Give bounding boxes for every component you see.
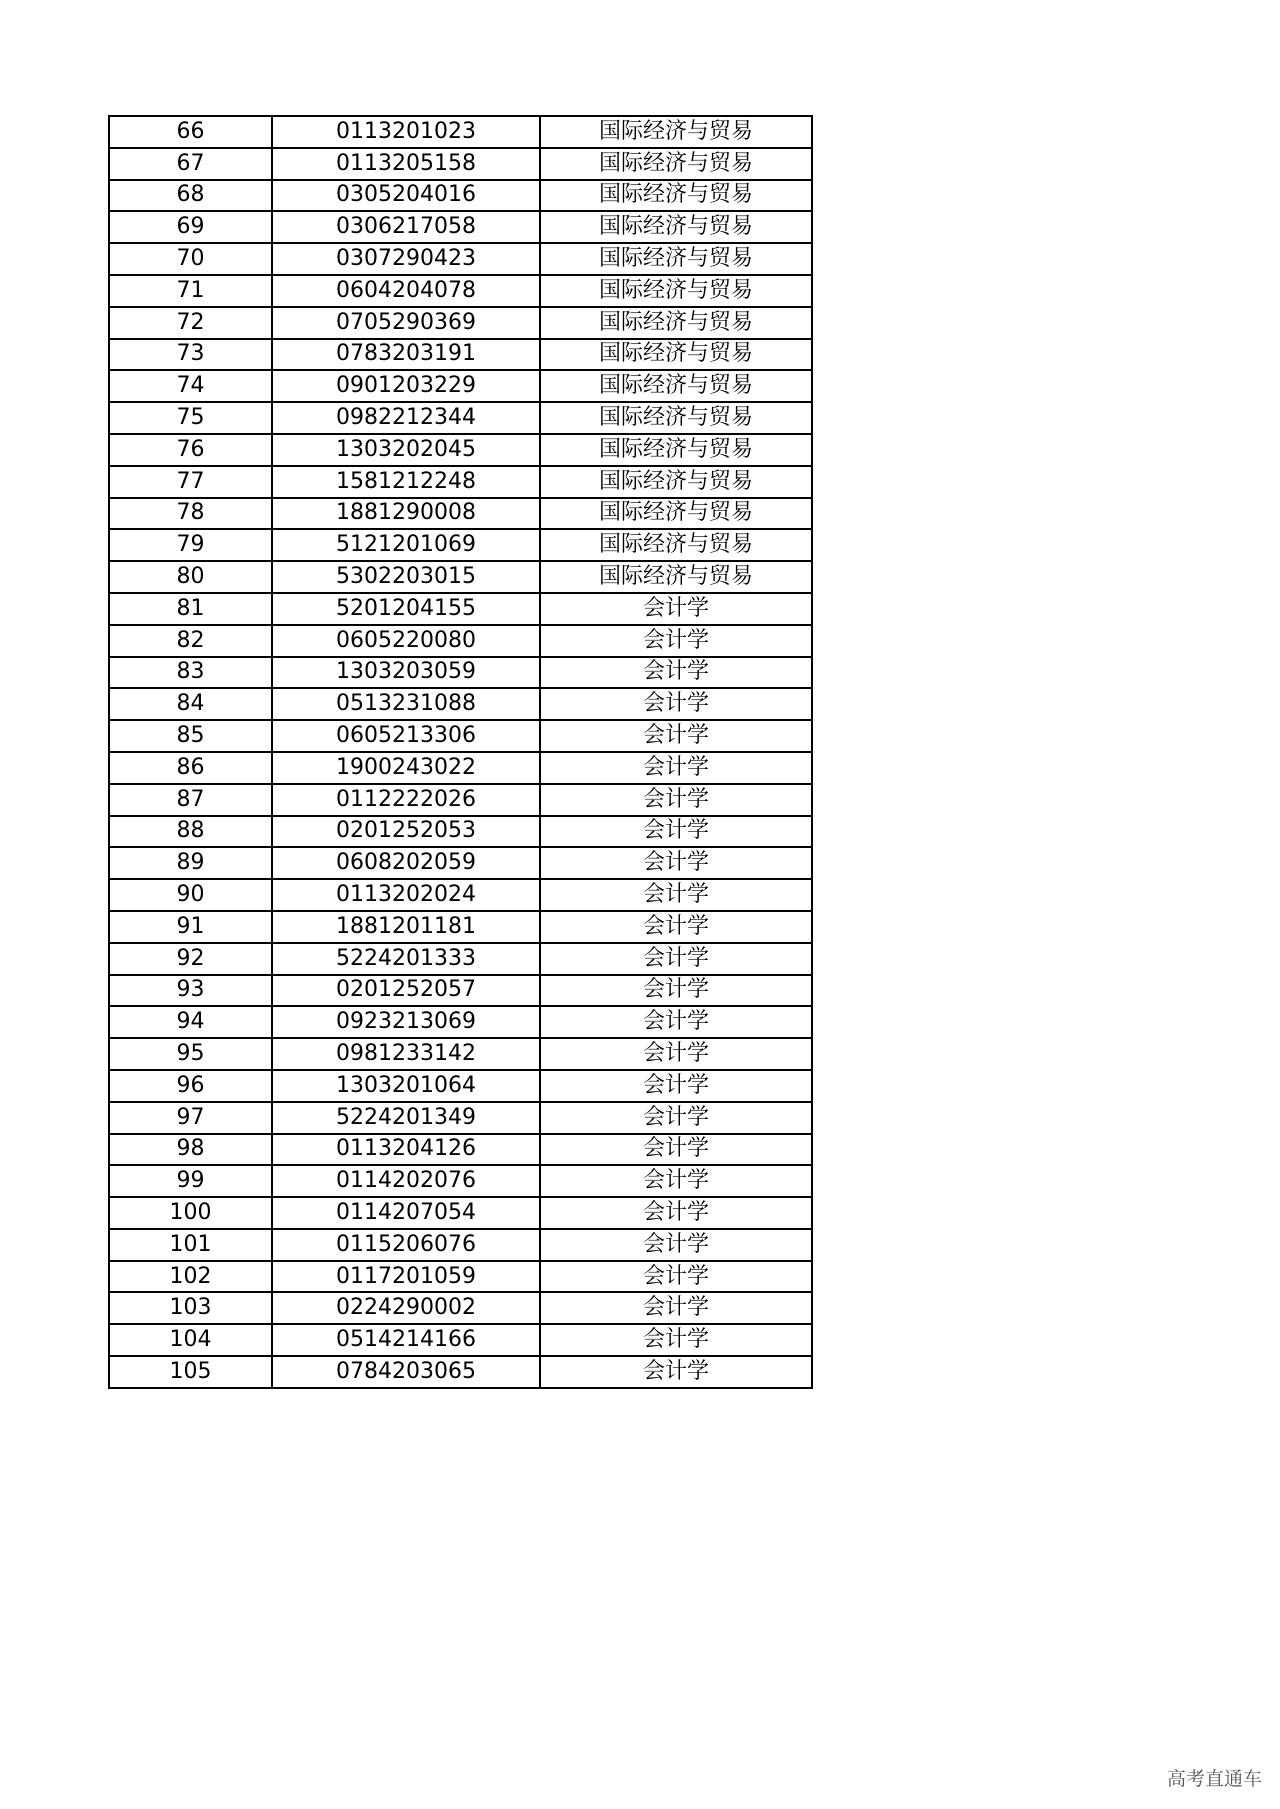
row-number-cell: 95 xyxy=(109,1038,272,1070)
table-row xyxy=(109,1006,812,1038)
candidate-id-cell: 0201252057 xyxy=(272,975,540,1007)
candidate-id-cell: 1303203059 xyxy=(272,657,540,689)
major-cell: 会计学 xyxy=(540,1292,812,1324)
row-number-cell: 76 xyxy=(109,434,272,466)
table-row xyxy=(109,847,812,879)
row-number-cell: 88 xyxy=(109,816,272,848)
major-cell: 会计学 xyxy=(540,1006,812,1038)
table-row xyxy=(109,1261,812,1293)
major-cell: 会计学 xyxy=(540,1197,812,1229)
table-row xyxy=(109,1197,812,1229)
major-cell: 会计学 xyxy=(540,879,812,911)
table-row xyxy=(109,1356,812,1388)
table-row xyxy=(109,402,812,434)
major-cell: 会计学 xyxy=(540,1229,812,1261)
row-number-cell: 90 xyxy=(109,879,272,911)
candidate-id-cell: 0981233142 xyxy=(272,1038,540,1070)
major-cell: 会计学 xyxy=(540,816,812,848)
major-cell: 国际经济与贸易 xyxy=(540,402,812,434)
table-row xyxy=(109,752,812,784)
table-row xyxy=(109,816,812,848)
major-cell: 国际经济与贸易 xyxy=(540,148,812,180)
row-number-cell: 100 xyxy=(109,1197,272,1229)
row-number-cell: 85 xyxy=(109,720,272,752)
candidate-id-cell: 0113201023 xyxy=(272,116,540,148)
candidate-id-cell: 5224201349 xyxy=(272,1102,540,1134)
table-row xyxy=(109,784,812,816)
table-row xyxy=(109,879,812,911)
table-row xyxy=(109,370,812,402)
candidate-id-cell: 0114202076 xyxy=(272,1165,540,1197)
candidate-id-cell: 0307290423 xyxy=(272,243,540,275)
candidate-id-cell: 0224290002 xyxy=(272,1292,540,1324)
row-number-cell: 102 xyxy=(109,1261,272,1293)
row-number-cell: 92 xyxy=(109,943,272,975)
row-number-cell: 91 xyxy=(109,911,272,943)
major-cell: 国际经济与贸易 xyxy=(540,370,812,402)
table-row xyxy=(109,1292,812,1324)
table-row xyxy=(109,1038,812,1070)
row-number-cell: 93 xyxy=(109,975,272,1007)
table-row xyxy=(109,498,812,530)
row-number-cell: 98 xyxy=(109,1134,272,1166)
admission-table xyxy=(108,115,813,1389)
table-row xyxy=(109,688,812,720)
candidate-id-cell: 0113204126 xyxy=(272,1134,540,1166)
candidate-id-cell: 0604204078 xyxy=(272,275,540,307)
major-cell: 会计学 xyxy=(540,657,812,689)
candidate-id-cell: 0901203229 xyxy=(272,370,540,402)
major-cell: 会计学 xyxy=(540,625,812,657)
table-row xyxy=(109,307,812,339)
candidate-id-cell: 0605220080 xyxy=(272,625,540,657)
major-cell: 国际经济与贸易 xyxy=(540,466,812,498)
table-row xyxy=(109,1102,812,1134)
candidate-id-cell: 1881201181 xyxy=(272,911,540,943)
candidate-id-cell: 0305204016 xyxy=(272,180,540,212)
row-number-cell: 81 xyxy=(109,593,272,625)
table-row xyxy=(109,529,812,561)
table-row xyxy=(109,339,812,371)
row-number-cell: 73 xyxy=(109,339,272,371)
candidate-id-cell: 1900243022 xyxy=(272,752,540,784)
row-number-cell: 104 xyxy=(109,1324,272,1356)
row-number-cell: 72 xyxy=(109,307,272,339)
major-cell: 会计学 xyxy=(540,1070,812,1102)
candidate-id-cell: 0784203065 xyxy=(272,1356,540,1388)
major-cell: 会计学 xyxy=(540,847,812,879)
candidate-id-cell: 1303202045 xyxy=(272,434,540,466)
row-number-cell: 86 xyxy=(109,752,272,784)
major-cell: 会计学 xyxy=(540,1134,812,1166)
table-row xyxy=(109,561,812,593)
major-cell: 会计学 xyxy=(540,593,812,625)
major-cell: 国际经济与贸易 xyxy=(540,275,812,307)
candidate-id-cell: 0114207054 xyxy=(272,1197,540,1229)
row-number-cell: 96 xyxy=(109,1070,272,1102)
table-row xyxy=(109,466,812,498)
table-row xyxy=(109,943,812,975)
major-cell: 会计学 xyxy=(540,943,812,975)
table-row xyxy=(109,434,812,466)
candidate-id-cell: 0513231088 xyxy=(272,688,540,720)
row-number-cell: 94 xyxy=(109,1006,272,1038)
row-number-cell: 79 xyxy=(109,529,272,561)
row-number-cell: 70 xyxy=(109,243,272,275)
table-row xyxy=(109,593,812,625)
major-cell: 国际经济与贸易 xyxy=(540,116,812,148)
candidate-id-cell: 0982212344 xyxy=(272,402,540,434)
table-row xyxy=(109,911,812,943)
major-cell: 会计学 xyxy=(540,720,812,752)
row-number-cell: 89 xyxy=(109,847,272,879)
major-cell: 会计学 xyxy=(540,784,812,816)
candidate-id-cell: 0783203191 xyxy=(272,339,540,371)
candidate-id-cell: 0514214166 xyxy=(272,1324,540,1356)
row-number-cell: 84 xyxy=(109,688,272,720)
major-cell: 国际经济与贸易 xyxy=(540,307,812,339)
major-cell: 会计学 xyxy=(540,752,812,784)
table-row xyxy=(109,625,812,657)
table-row xyxy=(109,275,812,307)
major-cell: 会计学 xyxy=(540,688,812,720)
candidate-id-cell: 0112222026 xyxy=(272,784,540,816)
major-cell: 国际经济与贸易 xyxy=(540,211,812,243)
candidate-id-cell: 1303201064 xyxy=(272,1070,540,1102)
candidate-id-cell: 0605213306 xyxy=(272,720,540,752)
table-row xyxy=(109,720,812,752)
row-number-cell: 105 xyxy=(109,1356,272,1388)
candidate-id-cell: 0923213069 xyxy=(272,1006,540,1038)
row-number-cell: 103 xyxy=(109,1292,272,1324)
major-cell: 会计学 xyxy=(540,975,812,1007)
major-cell: 会计学 xyxy=(540,1356,812,1388)
table-row xyxy=(109,1070,812,1102)
candidate-id-cell: 0705290369 xyxy=(272,307,540,339)
candidate-id-cell: 0113202024 xyxy=(272,879,540,911)
row-number-cell: 87 xyxy=(109,784,272,816)
candidate-id-cell: 1881290008 xyxy=(272,498,540,530)
major-cell: 国际经济与贸易 xyxy=(540,339,812,371)
major-cell: 国际经济与贸易 xyxy=(540,561,812,593)
table-row xyxy=(109,1134,812,1166)
candidate-id-cell: 5224201333 xyxy=(272,943,540,975)
table-row xyxy=(109,657,812,689)
major-cell: 国际经济与贸易 xyxy=(540,180,812,212)
row-number-cell: 101 xyxy=(109,1229,272,1261)
major-cell: 会计学 xyxy=(540,1038,812,1070)
table-row xyxy=(109,1324,812,1356)
major-cell: 国际经济与贸易 xyxy=(540,498,812,530)
row-number-cell: 77 xyxy=(109,466,272,498)
candidate-id-cell: 0115206076 xyxy=(272,1229,540,1261)
row-number-cell: 74 xyxy=(109,370,272,402)
table-row xyxy=(109,1229,812,1261)
major-cell: 会计学 xyxy=(540,1165,812,1197)
candidate-id-cell: 0117201059 xyxy=(272,1261,540,1293)
row-number-cell: 75 xyxy=(109,402,272,434)
candidate-id-cell: 1581212248 xyxy=(272,466,540,498)
row-number-cell: 66 xyxy=(109,116,272,148)
candidate-id-cell: 5302203015 xyxy=(272,561,540,593)
row-number-cell: 99 xyxy=(109,1165,272,1197)
row-number-cell: 97 xyxy=(109,1102,272,1134)
table-row xyxy=(109,180,812,212)
major-cell: 国际经济与贸易 xyxy=(540,434,812,466)
major-cell: 国际经济与贸易 xyxy=(540,529,812,561)
table-row xyxy=(109,1165,812,1197)
row-number-cell: 69 xyxy=(109,211,272,243)
candidate-id-cell: 0201252053 xyxy=(272,816,540,848)
major-cell: 会计学 xyxy=(540,1102,812,1134)
row-number-cell: 71 xyxy=(109,275,272,307)
table-row xyxy=(109,116,812,148)
table-row xyxy=(109,211,812,243)
row-number-cell: 82 xyxy=(109,625,272,657)
candidate-id-cell: 0608202059 xyxy=(272,847,540,879)
major-cell: 国际经济与贸易 xyxy=(540,243,812,275)
candidate-id-cell: 0113205158 xyxy=(272,148,540,180)
row-number-cell: 78 xyxy=(109,498,272,530)
candidate-id-cell: 5201204155 xyxy=(272,593,540,625)
candidate-id-cell: 0306217058 xyxy=(272,211,540,243)
row-number-cell: 80 xyxy=(109,561,272,593)
table-row xyxy=(109,148,812,180)
major-cell: 会计学 xyxy=(540,1324,812,1356)
major-cell: 会计学 xyxy=(540,911,812,943)
watermark-text: 高考直通车 xyxy=(1166,1768,1262,1790)
row-number-cell: 83 xyxy=(109,657,272,689)
major-cell: 会计学 xyxy=(540,1261,812,1293)
candidate-id-cell: 5121201069 xyxy=(272,529,540,561)
row-number-cell: 67 xyxy=(109,148,272,180)
table-row xyxy=(109,243,812,275)
table-row xyxy=(109,975,812,1007)
admission-table-body xyxy=(109,116,812,1388)
row-number-cell: 68 xyxy=(109,180,272,212)
